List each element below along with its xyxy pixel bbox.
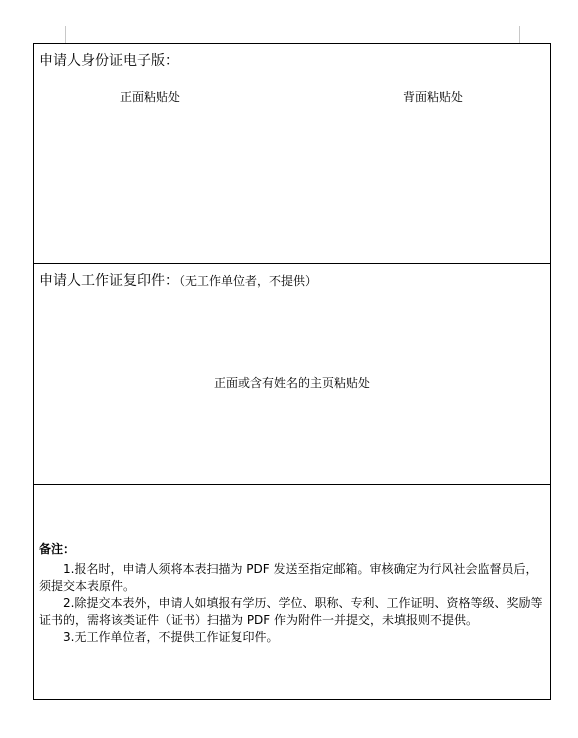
id-back-paste-label: 背面粘贴处 xyxy=(403,90,464,104)
remarks-section xyxy=(34,485,550,700)
remarks-title: 备注： xyxy=(39,542,76,556)
remarks-block xyxy=(39,541,547,646)
remarks-item-1: 1.报名时，申请人须将本表扫描为 PDF 发送至指定邮箱。审核确定为行风社会监督员后，须提交本表原件。 xyxy=(39,562,538,593)
id-front-paste-label: 正面粘贴处 xyxy=(120,90,181,104)
id-card-section-title: 申请人身份证电子版： xyxy=(39,53,179,69)
remarks-item-3: 3.无工作单位者，不提供工作证复印件。 xyxy=(63,630,279,644)
application-table xyxy=(33,43,551,700)
work-certificate-paste-label: 正面或含有姓名的主页粘贴处 xyxy=(213,376,370,390)
work-certificate-section xyxy=(34,264,550,485)
work-certificate-title-note: （无工作单位者，不提供） xyxy=(179,274,318,288)
work-certificate-title-text: 申请人工作证复印件： xyxy=(39,273,179,289)
corner-mark-top-left-vertical xyxy=(65,26,66,43)
id-card-section xyxy=(34,44,550,264)
work-certificate-section-title xyxy=(39,272,317,290)
corner-mark-top-right-vertical xyxy=(519,26,520,43)
remarks-item-2: 2.除提交本表外，申请人如填报有学历、学位、职称、专利、工作证明、资格等级、奖励等证书的，需将该类证件（证书）扫描为 PDF 作为附件一并提交，未填报则不提供。 xyxy=(39,596,543,627)
